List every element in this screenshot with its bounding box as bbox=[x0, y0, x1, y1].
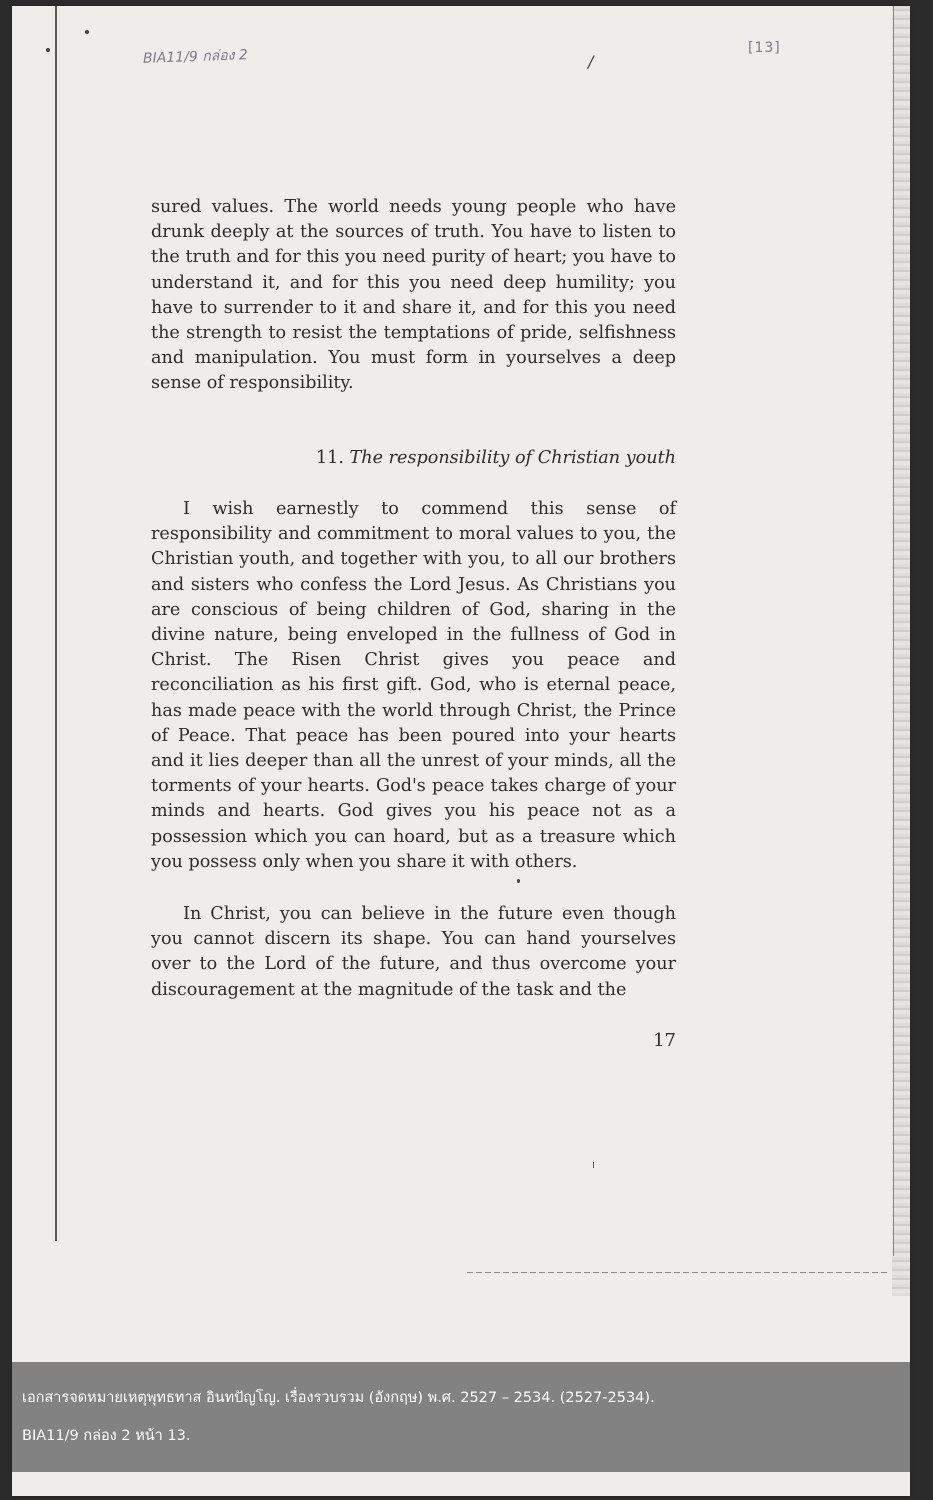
caption-citation: เอกสารจดหมายเหตุพุทธทาส อินทปัญโญ. เรื่องรวบรวม (อังกฤษ) พ.ศ. 2527 – 2534. (2527-2534). bbox=[22, 1390, 655, 1406]
archive-code-annotation: BIA11/9 กล่อง 2 bbox=[142, 47, 249, 67]
body-text bbox=[151, 195, 676, 397]
handwritten-stroke: / bbox=[588, 52, 594, 71]
right-margin-line bbox=[893, 6, 894, 1256]
bottom-dashed-line bbox=[467, 1272, 887, 1273]
speck bbox=[593, 1162, 594, 1168]
caption-reference: BIA11/9 กล่อง 2 หน้า 13. bbox=[22, 1428, 191, 1444]
section-number: 11. bbox=[315, 448, 344, 468]
speck bbox=[517, 879, 520, 883]
section-heading bbox=[151, 448, 676, 468]
caption-bar bbox=[12, 1362, 910, 1472]
left-margin-line bbox=[55, 6, 57, 1241]
paragraph-3: In Christ, you can believe in the future even though you cannot discern its shape. You can hand yourselves over to the Lord of the future, and thus overcome your discouragement at the magnitude of the task and the bbox=[151, 904, 676, 1000]
paragraph-2: I wish earnestly to commend this sense of responsibility and commitment to moral values to you, the Christian youth, and together with you, to all our brothers and sisters who confess the Lord Jesus. As Christians you are conscious of being children of God, sharing in the divine nature, being enveloped in the fullness of God in Christ. The Risen Christ gives you peace and reconciliation as his first gift. God, who is eternal peace, has made peace with the world through Christ, the Prince of Peace. That peace has been poured into your hearts and it lies deeper than all the unrest of your minds, all the torments of your hearts. God's peace takes charge of your minds and hearts. God gives you his peace not as a possession which you can hoard, but as a treasure which you possess only when you share it with others. bbox=[151, 499, 676, 872]
speck bbox=[46, 48, 50, 52]
paragraph-1: sured values. The world needs young people who have drunk deeply at the sources of truth. You have to listen to the truth and for this you need purity of heart; you have to understand it, and for this you need deep humility; you have to surrender to it and share it, and for this you need the strength to resist the temptations of pride, selfishness and manipulation. You must form in yourselves a deep sense of responsibility. bbox=[151, 197, 676, 394]
page-number: 17 bbox=[653, 1030, 676, 1051]
right-edge-texture bbox=[892, 6, 910, 1296]
speck bbox=[85, 30, 89, 34]
page-marker-annotation: [13] bbox=[748, 40, 781, 56]
section-title: The responsibility of Christian youth bbox=[349, 448, 676, 468]
